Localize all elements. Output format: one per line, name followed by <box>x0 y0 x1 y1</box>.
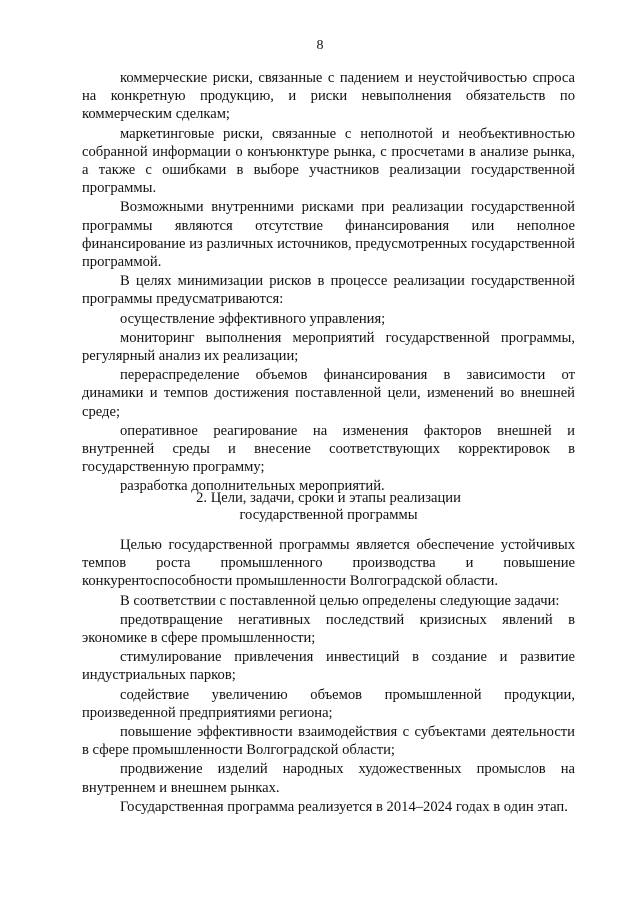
paragraph-task-crisis-prevention: предотвращение негативных последствий кризисных явлений в экономике в сфере промышленности; <box>82 611 575 647</box>
risks-section-text <box>82 69 575 497</box>
paragraph-internal-risks: Возможными внутренними рисками при реализации государственной программы являются отсутствие финансирования или неполное финансирование из различных источников, предусмотренных государственной программой. <box>82 199 575 271</box>
paragraph-tasks-intro: В соответствии с поставленной целью определены следующие задачи: <box>120 592 560 609</box>
section-heading-line-1: 2. Цели, задачи, сроки и этапы реализации <box>196 490 461 506</box>
paragraph-monitoring: мониторинг выполнения мероприятий государственной программы, регулярный анализ их реализации; <box>82 329 575 365</box>
paragraph-program-goal: Целью государственной программы является обеспечение устойчивых темпов роста промышленного производства и повышение конкурентоспособности промышленности Волгоградской области. <box>82 537 575 590</box>
paragraph-task-investment: стимулирование привлечения инвестиций в создание и развитие индустриальных парков; <box>82 649 575 684</box>
paragraph-task-cooperation: повышение эффективности взаимодействия с субъектами деятельности в сфере промышленности Волгоградской области; <box>82 724 575 759</box>
page-number: 8 <box>316 38 324 53</box>
paragraph-operational-response: оперативное реагирование на изменения факторов внешней и внутренней среды и внесение соответствующих корректировок в государственную программу; <box>82 422 575 476</box>
paragraph-additional-measures: разработка дополнительных мероприятий. <box>120 478 385 495</box>
goals-section-text <box>82 536 575 817</box>
paragraph-effective-management: осуществление эффективного управления; <box>120 310 386 327</box>
paragraph-risk-minimization: В целях минимизации рисков в процессе реализации государственной программы предусматриваются: <box>82 273 575 308</box>
paragraph-program-timeline: Государственная программа реализуется в 2014–2024 годах в один этап. <box>120 798 568 815</box>
section-heading-line-2: государственной программы <box>239 507 418 523</box>
paragraph-marketing-risks: маркетинговые риски, связанные с неполнотой и необъективностью собранной информации о конъюнктуре рынка, с просчетами в анализе рынка, а также с ошибками в выборе участников реализации государственной программы. <box>82 125 575 197</box>
paragraph-commercial-risks: коммерческие риски, связанные с падением и неустойчивостью спроса на конкретную продукцию, и риски невыполнения обязательств по коммерческим сделкам; <box>82 70 575 123</box>
paragraph-task-production-growth: содействие увеличению объемов промышленной продукции, произведенной предприятиями региона; <box>82 686 575 721</box>
paragraph-task-crafts-promotion: продвижение изделий народных художественных промыслов на внутреннем и внешнем рынках. <box>82 761 575 796</box>
section-heading <box>82 490 575 524</box>
paragraph-redistribution: перераспределение объемов финансирования в зависимости от динамики и темпов достижения поставленной цели, изменений во внешней среде; <box>82 367 575 420</box>
